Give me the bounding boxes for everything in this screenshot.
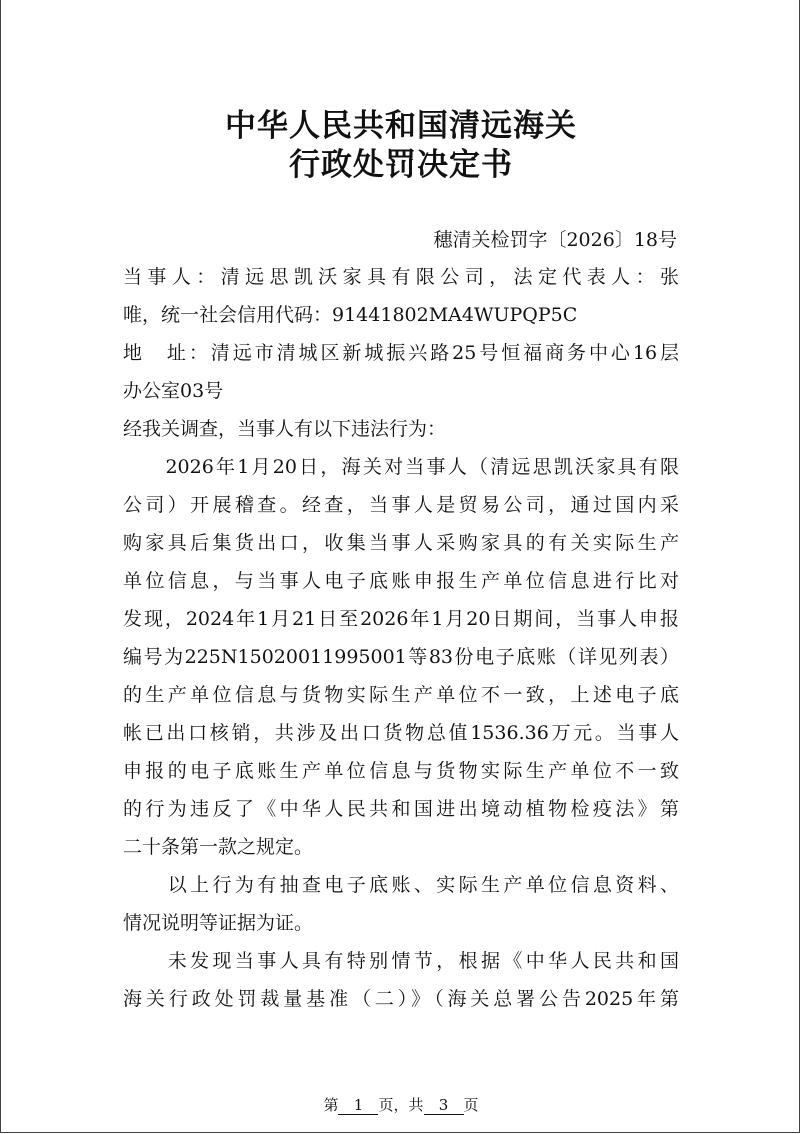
body-line: 公司）开展稽查。经查，当事人是贸易公司，通过国内采 [123,494,679,516]
body-line: 情况说明等证据为证。 [123,912,314,934]
footer-suffix: 页 [463,1096,479,1114]
body-line: 发现，2024年1月21日至2026年1月20日期间，当事人申报 [123,608,679,630]
body-line: 2026年1月20日，海关对当事人（清远思凯沃家具有限 [123,456,679,478]
page-footer [1,1094,800,1116]
body-line: 海关行政处罚裁量基准（二）》（海关总署公告2025年第 [123,988,679,1010]
body-line: 当事人：清远思凯沃家具有限公司，法定代表人：张 [123,266,679,288]
body-line: 编号为225N15020011995001等83份电子底账（详见列表） [123,646,679,668]
footer-middle: 页，共 [378,1096,424,1114]
body-line: 申报的电子底账生产单位信息与货物实际生产单位不一致 [123,760,679,782]
body-line: 地 址：清远市清城区新城振兴路25号恒福商务中心16层 [123,342,679,364]
total-page-number: 3 [424,1096,464,1115]
body-line: 购家具后集货出口，收集当事人采购家具的有关实际生产 [123,532,679,554]
body-line: 未发现当事人具有特别情节，根据《中华人民共和国 [123,950,679,972]
body-line: 的行为违反了《中华人民共和国进出境动植物检疫法》第 [123,798,679,820]
body-line: 经我关调查，当事人有以下违法行为： [123,418,447,440]
document-number: 穗清关检罚字〔2026〕18号 [433,229,677,251]
body-line: 帐已出口核销，共涉及出口货物总值1536.36万元。当事人 [123,722,679,744]
document-title: 中华人民共和国清远海关 [225,108,577,144]
body-line: 办公室03号 [123,380,224,402]
body-line: 唯，统一社会信用代码：91441802MA4WUPQP5C [123,304,578,326]
body-line: 二十条第一款之规定。 [123,836,314,858]
document-subtitle: 行政处罚决定书 [289,147,513,183]
body-line: 的生产单位信息与货物实际生产单位不一致，上述电子底 [123,684,679,706]
document-body [123,258,679,1018]
body-line: 单位信息，与当事人电子底账申报生产单位信息进行比对 [123,570,679,592]
body-line: 以上行为有抽查电子底账、实际生产单位信息资料、 [123,874,679,896]
current-page-number: 1 [338,1096,378,1115]
footer-prefix: 第 [323,1096,339,1114]
